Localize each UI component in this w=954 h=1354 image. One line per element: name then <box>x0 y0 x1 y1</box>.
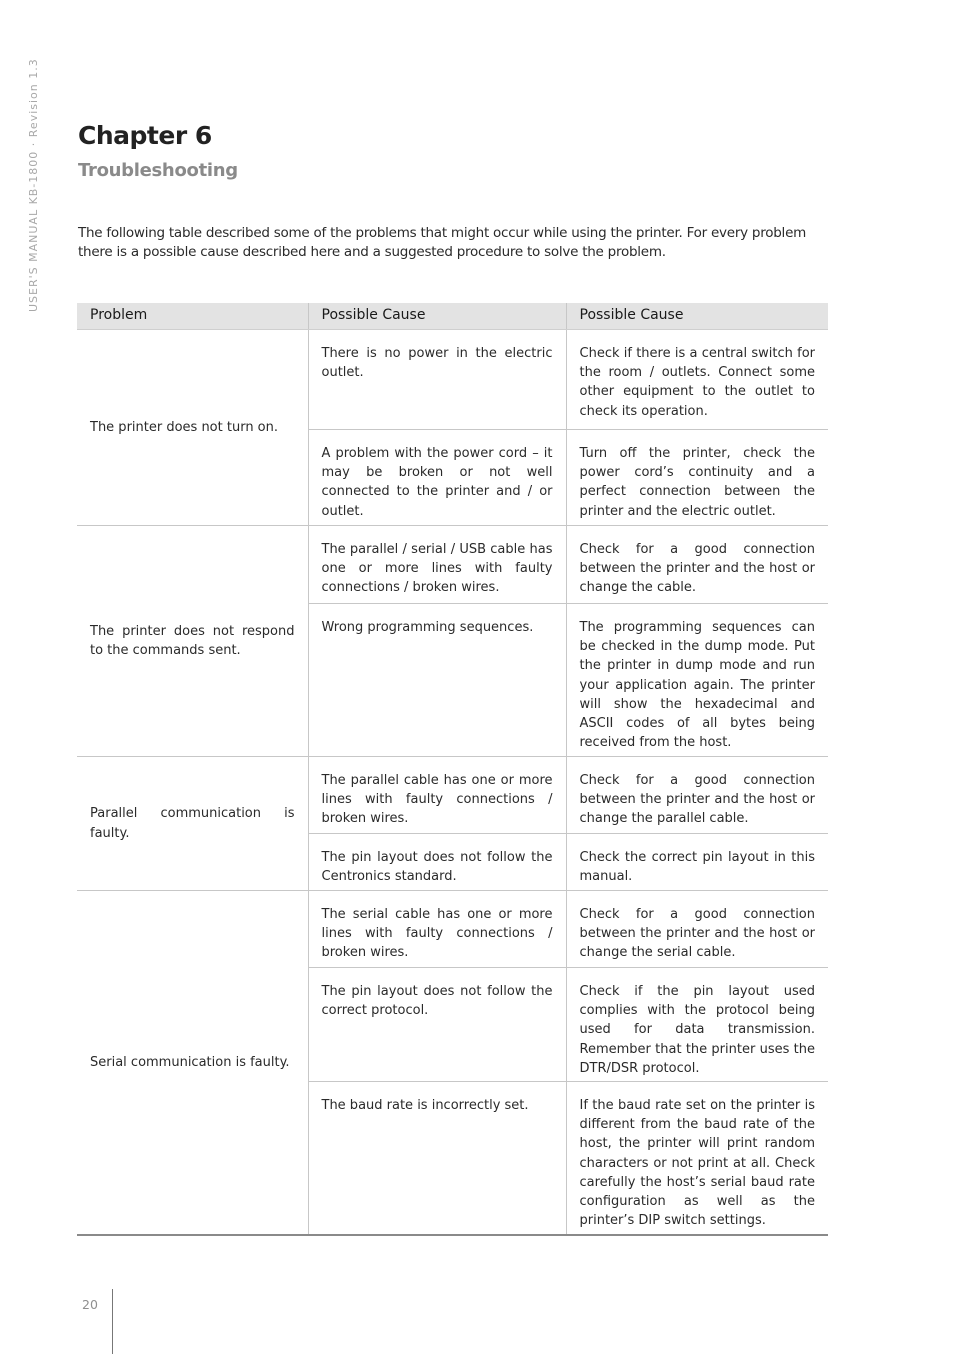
chapter-subtitle: Troubleshooting <box>78 160 238 181</box>
page-number: 20 <box>82 1297 98 1312</box>
cause-cell: Wrong programming sequences. <box>308 604 566 757</box>
problem-cell: Serial communication is faulty. <box>77 891 308 1235</box>
solution-cell: Check for a good connection between the printer and the host or change the serial cable. <box>566 891 828 968</box>
problem-cell: Parallel communication is faulty. <box>77 757 308 891</box>
header-solution: Possible Cause <box>566 303 828 330</box>
solution-cell: If the baud rate set on the printer is different from the baud rate of the host, the printer will print random characters or not print at all. Check carefully the host’s serial baud rate configuration as well as the printer’s DIP switch settings. <box>566 1082 828 1235</box>
cause-cell: A problem with the power cord – it may be broken or not well connected to the printer and / or outlet. <box>308 430 566 526</box>
table-row <box>77 526 828 604</box>
sidebar-revision-label: USER'S MANUAL KB-1800 · Revision 1.3 <box>27 58 40 312</box>
cause-cell: The serial cable has one or more lines with faulty connections / broken wires. <box>308 891 566 968</box>
table-row <box>77 891 828 968</box>
problem-cell: The printer does not respond to the commands sent. <box>77 526 308 757</box>
header-problem: Problem <box>77 303 308 330</box>
table-header-row <box>77 303 828 330</box>
solution-cell: Check the correct pin layout in this manual. <box>566 834 828 891</box>
solution-cell: Check for a good connection between the printer and the host or change the cable. <box>566 526 828 604</box>
cause-cell: The parallel cable has one or more lines with faulty connections / broken wires. <box>308 757 566 834</box>
cause-cell: The parallel / serial / USB cable has one or more lines with faulty connections / broken wires. <box>308 526 566 604</box>
cause-cell: There is no power in the electric outlet. <box>308 330 566 430</box>
solution-cell: Check for a good connection between the printer and the host or change the parallel cable. <box>566 757 828 834</box>
cause-cell: The pin layout does not follow the Centronics standard. <box>308 834 566 891</box>
solution-cell: The programming sequences can be checked in the dump mode. Put the printer in dump mode and run your application again. The printer will show the hexadecimal and ASCII codes of all bytes being received from the host. <box>566 604 828 757</box>
table-row <box>77 757 828 834</box>
chapter-title: Chapter 6 <box>78 121 212 150</box>
table-row <box>77 330 828 430</box>
solution-cell: Check if there is a central switch for the room / outlets. Connect some other equipment to the outlet to check its operation. <box>566 330 828 430</box>
troubleshooting-table <box>77 303 828 1236</box>
problem-cell: The printer does not turn on. <box>77 330 308 526</box>
intro-paragraph: The following table described some of the problems that might occur while using the printer. For every problem there is a possible cause described here and a suggested procedure to solve the problem. <box>78 225 807 260</box>
cause-cell: The pin layout does not follow the correct protocol. <box>308 968 566 1082</box>
cause-cell: The baud rate is incorrectly set. <box>308 1082 566 1235</box>
solution-cell: Turn off the printer, check the power cord’s continuity and a perfect connection between the printer and the electric outlet. <box>566 430 828 526</box>
header-cause: Possible Cause <box>308 303 566 330</box>
footer-divider <box>112 1289 113 1354</box>
solution-cell: Check if the pin layout used complies with the protocol being used for data transmission. Remember that the printer uses the DTR/DSR protocol. <box>566 968 828 1082</box>
